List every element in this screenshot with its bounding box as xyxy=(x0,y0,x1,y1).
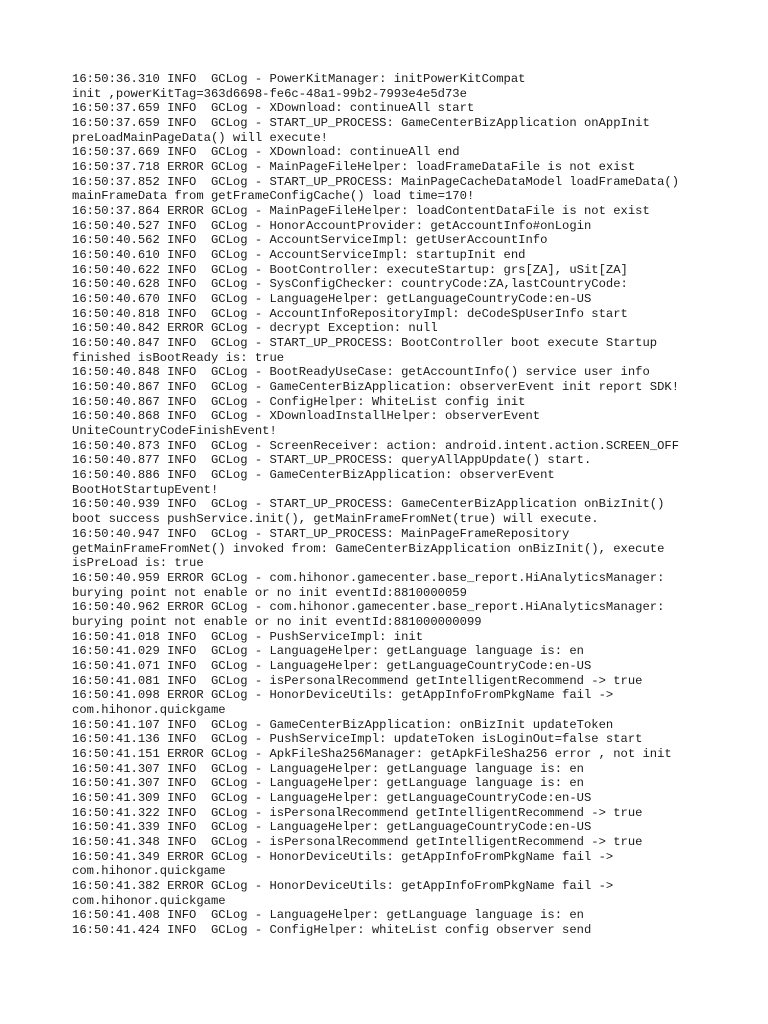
log-line: 16:50:40.867 INFO GCLog - ConfigHelper: WhiteList config init xyxy=(72,394,526,409)
log-line: 16:50:40.847 INFO GCLog - START_UP_PROCESS: BootController boot execute Startup xyxy=(72,336,658,351)
log-line: 16:50:40.947 INFO GCLog - START_UP_PROCESS: MainPageFrameRepository xyxy=(72,526,570,541)
log-line: 16:50:40.848 INFO GCLog - BootReadyUseCase: getAccountInfo() service user info xyxy=(72,365,650,380)
log-line: 16:50:37.852 INFO GCLog - START_UP_PROCESS: MainPageCacheDataModel loadFrameData() xyxy=(72,174,680,189)
log-line: 16:50:40.842 ERROR GCLog - decrypt Exception: null xyxy=(72,321,438,336)
log-line: 16:50:40.867 INFO GCLog - GameCenterBizApplication: observerEvent init report SDK! xyxy=(72,380,680,395)
log-line: 16:50:41.322 INFO GCLog - isPersonalRecommend getIntelligentRecommend -> true xyxy=(72,805,643,820)
log-line: 16:50:40.962 ERROR GCLog - com.hihonor.gamecenter.base_report.HiAnalyticsManager: xyxy=(72,600,665,615)
log-line: 16:50:37.864 ERROR GCLog - MainPageFileHelper: loadContentDataFile is not exist xyxy=(72,204,650,219)
log-line: 16:50:41.307 INFO GCLog - LanguageHelper: getLanguage language is: en xyxy=(72,761,584,776)
log-line: 16:50:36.310 INFO GCLog - PowerKitManager: initPowerKitCompat xyxy=(72,72,526,86)
log-line: 16:50:41.408 INFO GCLog - LanguageHelper: getLanguage language is: en xyxy=(72,908,584,923)
log-line: 16:50:37.659 INFO GCLog - XDownload: continueAll start xyxy=(72,101,475,116)
log-line: 16:50:41.018 INFO GCLog - PushServiceImpl: init xyxy=(72,629,424,644)
log-line: com.hihonor.quickgame xyxy=(72,864,226,879)
log-line: 16:50:41.151 ERROR GCLog - ApkFileSha256Manager: getApkFileSha256 error , not init xyxy=(72,746,672,761)
log-line: 16:50:41.309 INFO GCLog - LanguageHelper: getLanguageCountryCode:en-US xyxy=(72,790,592,805)
log-line: burying point not enable or no init eventId:8810000059 xyxy=(72,585,467,600)
log-line: 16:50:41.136 INFO GCLog - PushServiceImpl: updateToken isLoginOut=false start xyxy=(72,732,643,747)
log-line: 16:50:40.873 INFO GCLog - ScreenReceiver: action: android.intent.action.SCREEN_OFF xyxy=(72,438,680,453)
log-line: BootHotStartupEvent! xyxy=(72,482,219,497)
log-line: com.hihonor.quickgame xyxy=(72,893,226,908)
log-text-block xyxy=(72,72,722,938)
log-line: 16:50:41.349 ERROR GCLog - HonorDeviceUtils: getAppInfoFromPkgName fail -> xyxy=(72,849,614,864)
log-line: 16:50:41.339 INFO GCLog - LanguageHelper: getLanguageCountryCode:en-US xyxy=(72,820,592,835)
log-line: 16:50:41.029 INFO GCLog - LanguageHelper: getLanguage language is: en xyxy=(72,644,584,659)
log-line: getMainFrameFromNet() invoked from: GameCenterBizApplication onBizInit(), execute xyxy=(72,541,665,556)
log-line: 16:50:40.610 INFO GCLog - AccountServiceImpl: startupInit end xyxy=(72,248,526,263)
log-line: 16:50:40.818 INFO GCLog - AccountInfoRepositoryImpl: deCodeSpUserInfo start xyxy=(72,306,628,321)
log-line: UniteCountryCodeFinishEvent! xyxy=(72,424,277,439)
log-line: 16:50:40.562 INFO GCLog - AccountServiceImpl: getUserAccountInfo xyxy=(72,233,548,248)
log-line: 16:50:40.670 INFO GCLog - LanguageHelper: getLanguageCountryCode:en-US xyxy=(72,292,592,307)
log-line: 16:50:41.071 INFO GCLog - LanguageHelper: getLanguageCountryCode:en-US xyxy=(72,658,592,673)
log-line: 16:50:40.939 INFO GCLog - START_UP_PROCESS: GameCenterBizApplication onBizInit() xyxy=(72,497,665,512)
log-line: 16:50:40.622 INFO GCLog - BootController: executeStartup: grs[ZA], uSit[ZA] xyxy=(72,262,628,277)
log-line: isPreLoad is: true xyxy=(72,556,204,571)
log-line: 16:50:41.098 ERROR GCLog - HonorDeviceUtils: getAppInfoFromPkgName fail -> xyxy=(72,688,614,703)
log-line: 16:50:40.527 INFO GCLog - HonorAccountProvider: getAccountInfo#onLogin xyxy=(72,218,592,233)
log-line: 16:50:41.382 ERROR GCLog - HonorDeviceUtils: getAppInfoFromPkgName fail -> xyxy=(72,878,614,893)
log-line: 16:50:41.348 INFO GCLog - isPersonalRecommend getIntelligentRecommend -> true xyxy=(72,834,643,849)
log-line: 16:50:41.081 INFO GCLog - isPersonalRecommend getIntelligentRecommend -> true xyxy=(72,673,643,688)
log-line: 16:50:41.307 INFO GCLog - LanguageHelper: getLanguage language is: en xyxy=(72,776,584,791)
log-line: 16:50:37.718 ERROR GCLog - MainPageFileHelper: loadFrameDataFile is not exist xyxy=(72,160,636,175)
log-line: com.hihonor.quickgame xyxy=(72,702,226,717)
log-line: 16:50:40.877 INFO GCLog - START_UP_PROCESS: queryAllAppUpdate() start. xyxy=(72,453,592,468)
log-line: init ,powerKitTag=363d6698-fe6c-48a1-99b2-7993e4e5d73e xyxy=(72,86,467,101)
log-line: burying point not enable or no init eventId:881000000099 xyxy=(72,614,482,629)
log-line: 16:50:40.628 INFO GCLog - SysConfigChecker: countryCode:ZA,lastCountryCode: xyxy=(72,277,628,292)
log-line: 16:50:40.886 INFO GCLog - GameCenterBizApplication: observerEvent xyxy=(72,468,555,483)
log-line: 16:50:40.959 ERROR GCLog - com.hihonor.gamecenter.base_report.HiAnalyticsManager: xyxy=(72,570,665,585)
log-line: preLoadMainPageData() will execute! xyxy=(72,130,328,145)
log-line: 16:50:37.669 INFO GCLog - XDownload: continueAll end xyxy=(72,145,460,160)
log-line: boot success pushService.init(), getMainFrameFromNet(true) will execute. xyxy=(72,512,599,527)
log-line: mainFrameData from getFrameConfigCache() load time=170! xyxy=(72,189,475,204)
log-line: 16:50:41.107 INFO GCLog - GameCenterBizApplication: onBizInit updateToken xyxy=(72,717,614,732)
log-line: 16:50:40.868 INFO GCLog - XDownloadInstallHelper: observerEvent xyxy=(72,409,541,424)
log-line: finished isBootReady is: true xyxy=(72,350,285,365)
log-line: 16:50:37.659 INFO GCLog - START_UP_PROCESS: GameCenterBizApplication onAppInit xyxy=(72,116,650,131)
log-line: 16:50:41.424 INFO GCLog - ConfigHelper: whiteList config observer send xyxy=(72,922,592,937)
